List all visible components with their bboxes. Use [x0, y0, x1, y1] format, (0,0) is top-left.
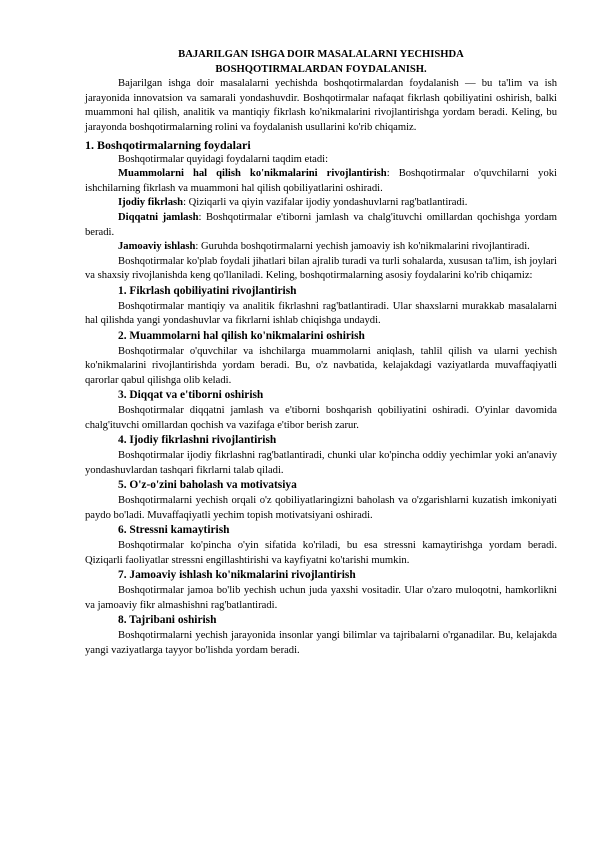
document-title-line-2: BOSHQOTIRMALARDAN FOYDALANISH. — [215, 63, 427, 75]
benefit-text: : Qiziqarli va qiyin vazifalar ijodiy yondashuvlarni rag'batlantiradi. — [183, 197, 468, 209]
benefit-term: Muammolarni hal qilish ko'nikmalarini rivojlantirish — [118, 168, 387, 180]
item-heading: 5. O'z-o'zini baholash va motivatsiya — [118, 479, 297, 492]
benefit-term: Diqqatni jamlash — [118, 211, 199, 223]
item-heading: 1. Fikrlash qobiliyatini rivojlantirish — [118, 284, 297, 297]
document-title-line-1: BAJARILGAN ISHGA DOIR MASALALARNI YECHISHDA — [178, 49, 464, 60]
benefit-term: Jamoaviy ishlash — [118, 241, 196, 253]
benefit-paragraph — [85, 211, 557, 240]
section-heading-benefits: 1. Boshqotirmalarning foydalari — [85, 137, 251, 152]
item-heading: 3. Diqqat va e'tiborni oshirish — [118, 389, 264, 402]
benefit-text: : Guruhda boshqotirmalarni yechish jamoaviy ish ko'nikmalarini rivojlantiradi. — [195, 241, 530, 253]
benefit-paragraph — [85, 196, 557, 211]
item-heading: 8. Tajribani oshirish — [118, 614, 217, 627]
item-paragraph: Boshqotirmalar mantiqiy va analitik fikrlashni rag'batlantiradi. Ular shaxslarni murakkab masalalarni hal qilishda yangi yondashuvlar va fikrlarni ishlab chiqishga undaydi. — [85, 300, 557, 327]
item-paragraph: Boshqotirmalar ijodiy fikrlashni rag'batlantiradi, chunki ular ko'pincha oddiy yechimlar yoki an'anaviy yondashuvlardan tashqari fikrlarni talab qiladi. — [85, 450, 557, 476]
item-heading: 7. Jamoaviy ishlash ko'nikmalarini rivojlantirish — [118, 569, 356, 582]
benefit-text: : Boshqotirmalar o'quvchilarni yoki ishchilarning fikrlash va muammoni hal qilish qobiliyatlarini oshiradi. — [85, 168, 557, 194]
item-paragraph: Boshqotirmalar ko'pincha o'yin sifatida ko'riladi, bu esa stressni kamaytirishga yordam beradi. Qiziqarli faoliyatlar stressni engillashtirishi va kayfiyatni ko'tarishi mumkin. — [85, 540, 557, 566]
benefit-term: Ijodiy fikrlash — [118, 197, 184, 209]
item-paragraph: Boshqotirmalar diqqatni jamlash va e'tiborni boshqarish qobiliyatini oshiradi. O'yinlar davomida chalg'ituvchi omillardan qochish va vazifaga e'tibor berish zarur. — [85, 405, 557, 431]
item-paragraph: Boshqotirmalarni yechish jarayonida insonlar yangi bilimlar va tajribalarni o'rganadilar. Bu, kelajakda yangi vaziyatlarga tayyor bo'lishda yordam beradi. — [85, 630, 557, 656]
transition-paragraph: Boshqotirmalar ko'plab foydali jihatlari bilan ajralib turadi va turli sohalarda, xususan ta'lim, ish joylari va shaxsiy rivojlanishda keng qo'llaniladi. Keling, boshqotirmalarning asosiy foydalarini ko'rib chiqamiz: — [85, 255, 557, 282]
intro-paragraph: Bajarilgan ishga doir masalalarni yechishda boshqotirmalardan foydalanish — bu ta'lim va ish jarayonida innovatsion va samarali yondashuvdir. Boshqotirmalar nafaqat fikrlash qobiliyatini oshirish, balki muammoni hal qilish, analitik va mantiqiy fikrlash ko'nikmalarini rivojlantirishga yordam beradi. Keling, bu jarayonda boshqotirmalarning rolini va foydalanish usullarini ko'rib chiqamiz. — [85, 78, 557, 133]
item-paragraph: Boshqotirmalarni yechish orqali o'z qobiliyatlaringizni baholash va o'zgarishlarni kuzatish imkoniyati paydo bo'ladi. Muvaffaqiyatli yechim topish motivatsiyani oshiradi. — [85, 495, 557, 521]
benefit-paragraph — [85, 240, 557, 255]
section-lead: Boshqotirmalar quyidagi foydalarni taqdim etadi: — [118, 153, 329, 165]
document-page — [85, 48, 557, 658]
item-heading: 6. Stressni kamaytirish — [118, 524, 230, 537]
item-heading: 2. Muammolarni hal qilish ko'nikmalarini oshirish — [118, 329, 365, 342]
benefit-text: : Boshqotirmalar e'tiborni jamlash va chalg'ituvchi omillardan qochishga yordam beradi. — [85, 211, 558, 238]
item-paragraph: Boshqotirmalar o'quvchilar va ishchilarga muammolarni aniqlash, tahlil qilish va ularni yechish ko'nikmalarini rivojlantirishda yordam beradi. Bu, o'z navbatida, kelajakdagi vaziyatlarda muvaffaqiyatli qarorlar qabul qilishga olib keladi. — [85, 345, 557, 386]
benefit-paragraph — [85, 167, 557, 196]
item-heading: 4. Ijodiy fikrlashni rivojlantirish — [118, 434, 277, 447]
item-paragraph: Boshqotirmalar jamoa bo'lib yechish uchun juda yaxshi vositadir. Ular o'zaro muloqotni, hamkorlikni va jamoaviy fikr almashishni rag'batlantiradi. — [85, 585, 557, 611]
